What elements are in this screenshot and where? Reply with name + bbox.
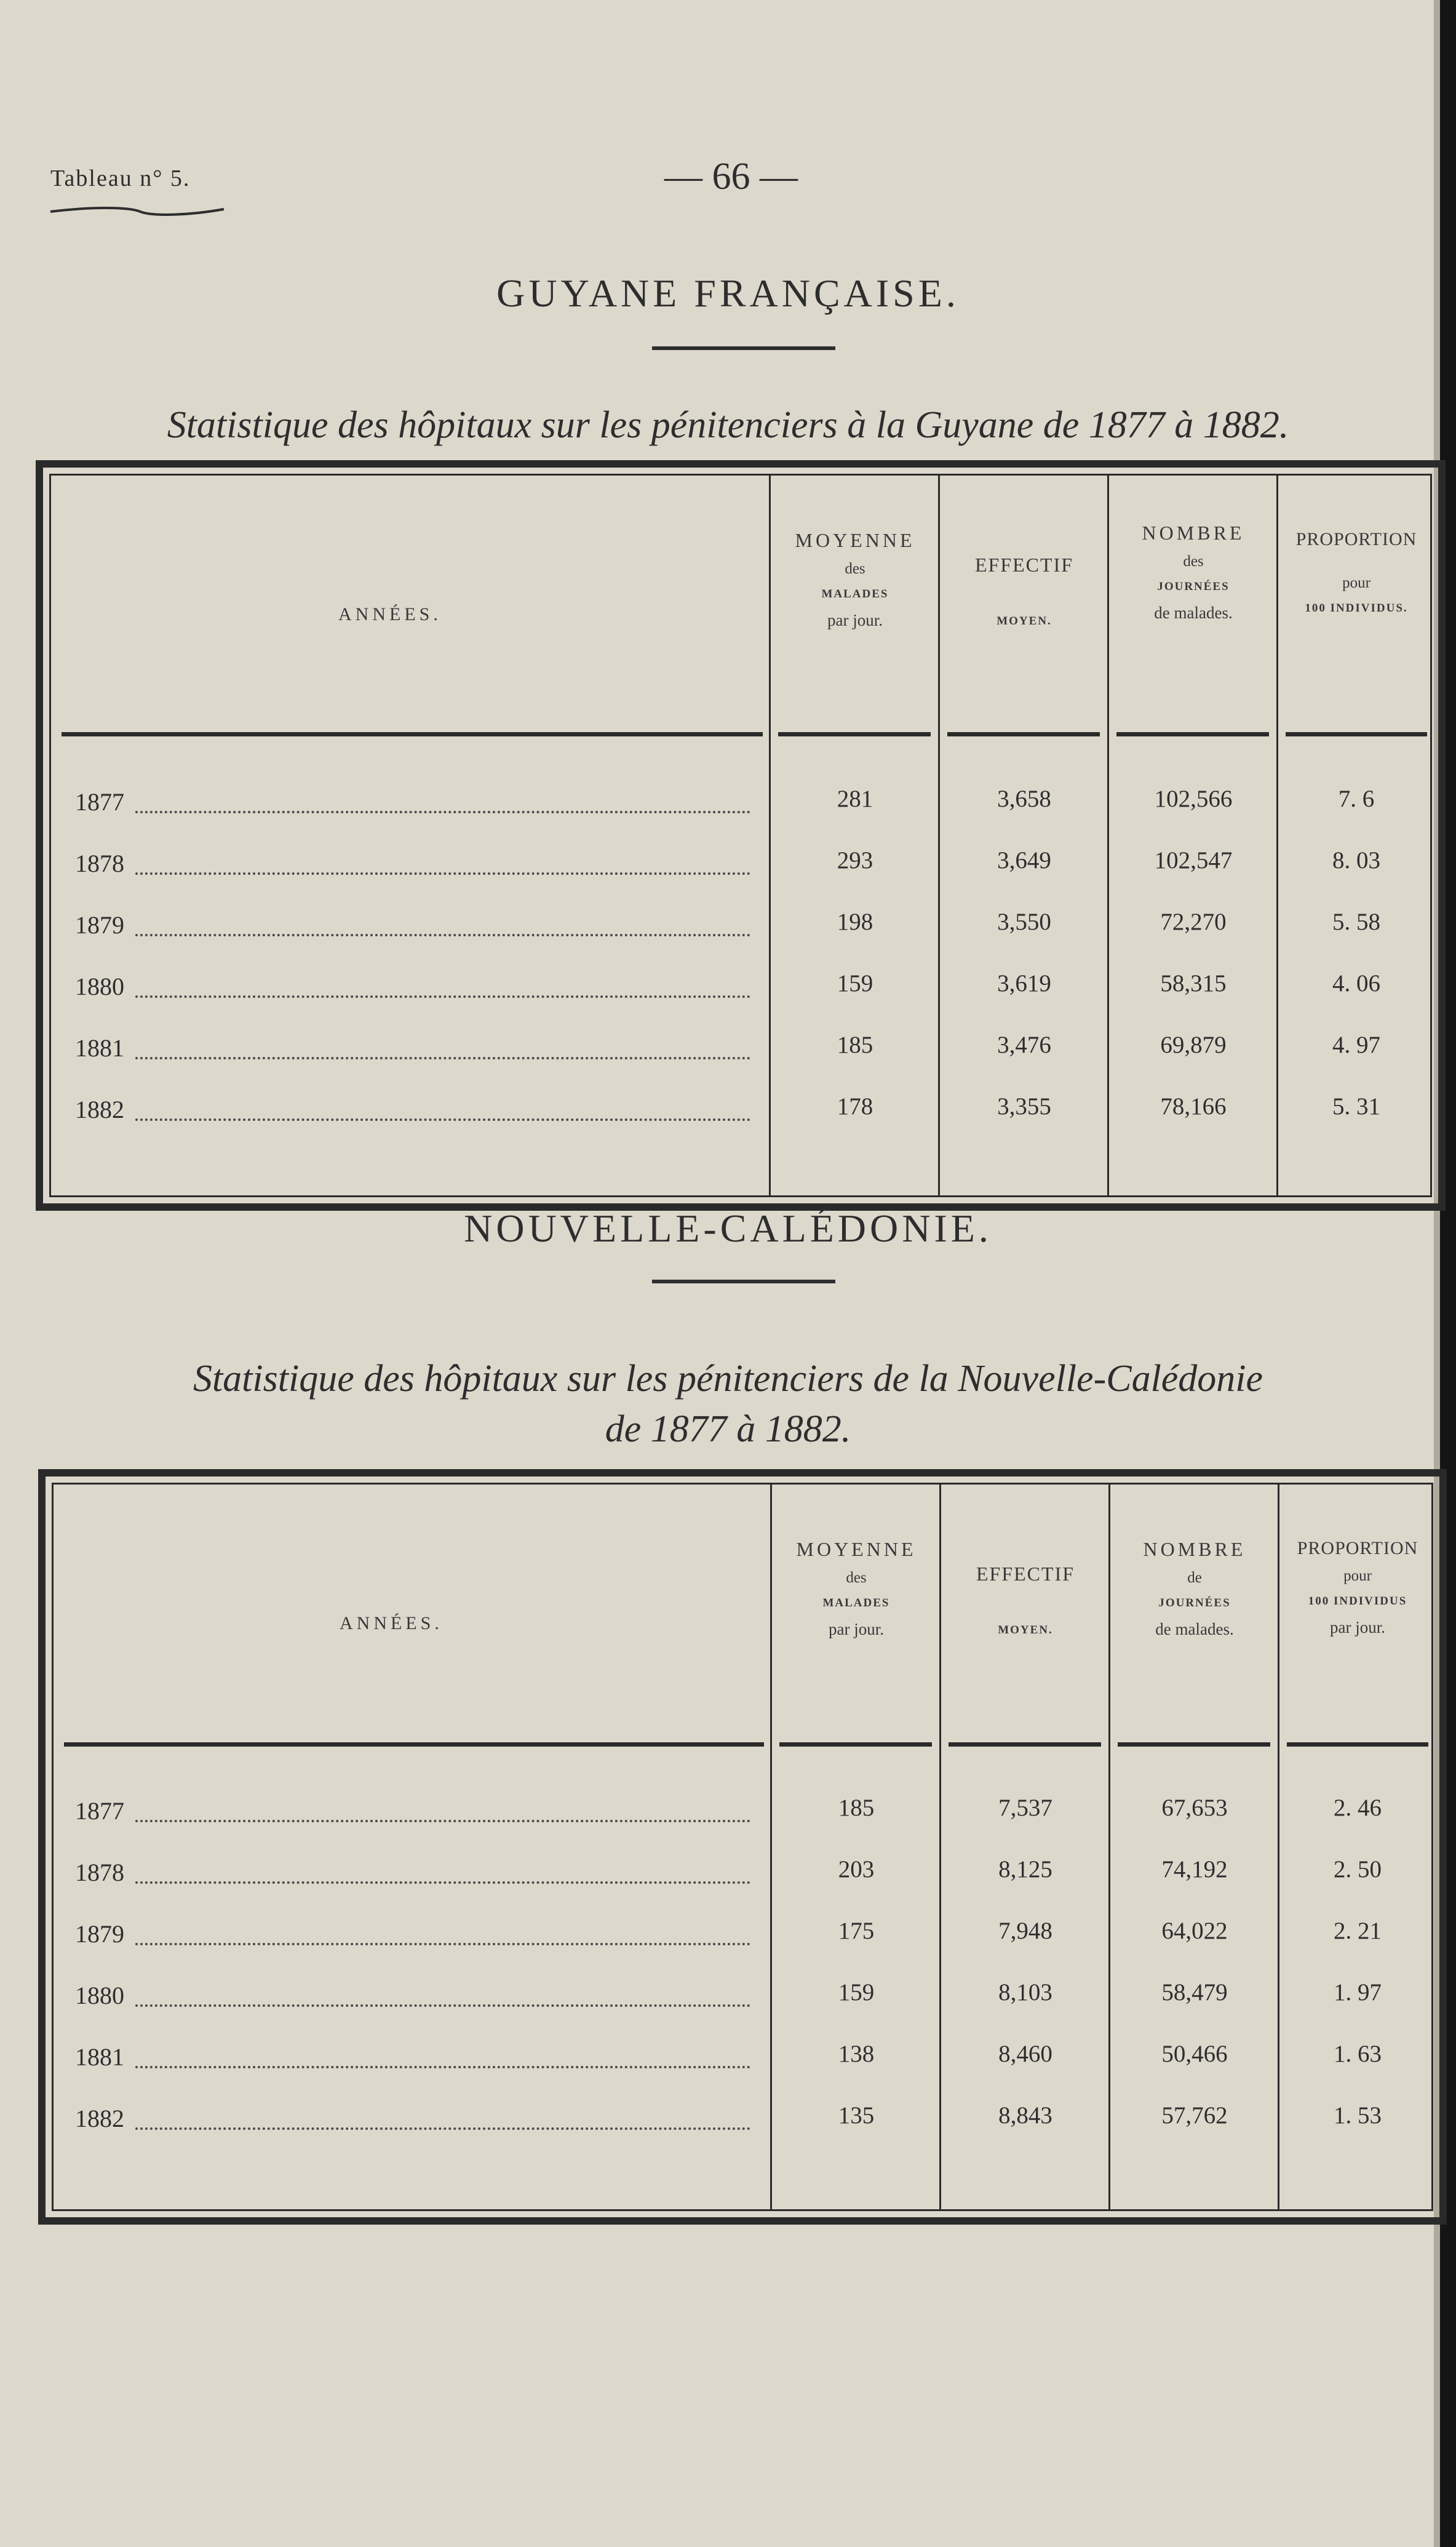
subtitle-line: de 1877 à 1882. bbox=[605, 1408, 851, 1450]
header-text: EFFECTIF bbox=[974, 554, 1074, 576]
header-text: MALADES bbox=[822, 1596, 890, 1609]
cell-effectif: 3,550 bbox=[997, 909, 1051, 935]
cell-effectif: 7,948 bbox=[998, 1918, 1052, 1944]
cell-effectif: 3,658 bbox=[997, 786, 1051, 812]
header-text: des bbox=[1183, 553, 1204, 570]
dot-leader bbox=[135, 2127, 750, 2130]
header-text: MOYENNE bbox=[796, 1538, 917, 1560]
year-label: 1878 bbox=[75, 1859, 124, 1886]
header-annees: ANNÉES. bbox=[340, 1613, 443, 1633]
year-label: 1879 bbox=[75, 1920, 124, 1948]
header-text: 100 INDIVIDUS. bbox=[1305, 602, 1408, 615]
cell-moyenne: 281 bbox=[837, 786, 873, 812]
cell-proportion: 2. 46 bbox=[1334, 1795, 1382, 1821]
cell-proportion: 4. 06 bbox=[1332, 970, 1380, 997]
dot-leader bbox=[135, 1820, 750, 1822]
header-moyenne bbox=[772, 529, 938, 630]
header-effectif bbox=[942, 1563, 1108, 1637]
cell-proportion: 1. 97 bbox=[1334, 1979, 1382, 2006]
cell-moyenne: 198 bbox=[837, 909, 873, 935]
cell-journees: 78,166 bbox=[1160, 1093, 1227, 1120]
cell-journees: 64,022 bbox=[1161, 1918, 1228, 1944]
header-text: PROPORTION bbox=[1295, 529, 1417, 549]
subtitle-line: Statistique des hôpitaux sur les pénitenciers à la Guyane de 1877 à 1882. bbox=[167, 404, 1289, 446]
year-label: 1882 bbox=[75, 1096, 124, 1123]
header-text: MOYENNE bbox=[795, 529, 915, 551]
year-label: 1881 bbox=[75, 1034, 124, 1062]
dot-leader bbox=[135, 2066, 750, 2068]
dot-leader bbox=[135, 1118, 750, 1121]
header-nombre bbox=[1112, 1538, 1278, 1639]
cell-moyenne: 293 bbox=[837, 847, 873, 874]
header-rule bbox=[947, 732, 1100, 736]
cell-effectif: 8,125 bbox=[998, 1856, 1052, 1883]
cell-journees: 67,653 bbox=[1161, 1795, 1228, 1821]
year-label: 1880 bbox=[75, 973, 124, 1000]
cell-effectif: 8,103 bbox=[998, 1979, 1052, 2006]
column-divider bbox=[939, 1483, 941, 2211]
header-rule bbox=[1116, 732, 1269, 736]
column-divider bbox=[1108, 1483, 1110, 2211]
cell-moyenne: 159 bbox=[837, 970, 873, 997]
cell-journees: 72,270 bbox=[1160, 909, 1227, 935]
cell-moyenne: 135 bbox=[838, 2102, 875, 2129]
header-rule bbox=[778, 732, 931, 736]
header-text: par jour. bbox=[829, 1620, 884, 1638]
table-guyane bbox=[36, 460, 1446, 1211]
column-divider bbox=[770, 1483, 772, 2211]
header-nombre bbox=[1110, 522, 1276, 623]
cell-journees: 69,879 bbox=[1160, 1032, 1227, 1058]
cell-moyenne: 203 bbox=[838, 1856, 875, 1883]
cell-effectif: 8,460 bbox=[998, 2041, 1052, 2067]
subtitle-line: Statistique des hôpitaux sur les pénitenciers de la Nouvelle-Calédonie bbox=[193, 1358, 1263, 1400]
cell-proportion: 8. 03 bbox=[1332, 847, 1380, 874]
header-text: de bbox=[1187, 1569, 1202, 1586]
header-rule bbox=[1118, 1742, 1270, 1747]
cell-journees: 102,547 bbox=[1154, 847, 1233, 874]
cell-moyenne: 178 bbox=[837, 1093, 873, 1120]
header-rule bbox=[1286, 732, 1427, 736]
section-title-nouvelle-caledonie: NOUVELLE-CALÉDONIE. bbox=[464, 1206, 992, 1250]
header-proportion bbox=[1279, 529, 1433, 615]
tableau-underline-swash bbox=[48, 204, 226, 218]
column-divider bbox=[1278, 1483, 1279, 2211]
cell-journees: 74,192 bbox=[1161, 1856, 1228, 1883]
header-text: NOMBRE bbox=[1142, 522, 1245, 544]
dot-leader bbox=[135, 811, 750, 813]
cell-proportion: 1. 53 bbox=[1334, 2102, 1382, 2129]
header-rule bbox=[64, 1742, 764, 1747]
header-text: de malades. bbox=[1154, 604, 1233, 622]
cell-proportion: 5. 31 bbox=[1332, 1093, 1380, 1120]
year-label: 1881 bbox=[75, 2043, 124, 2071]
cell-effectif: 8,843 bbox=[998, 2102, 1052, 2129]
year-label: 1878 bbox=[75, 850, 124, 877]
dot-leader bbox=[135, 2004, 750, 2007]
column-divider bbox=[938, 474, 940, 1197]
header-text: MOYEN. bbox=[997, 615, 1052, 628]
header-text: des bbox=[845, 560, 865, 577]
header-text: des bbox=[846, 1569, 867, 1586]
column-divider bbox=[769, 474, 771, 1197]
cell-effectif: 3,355 bbox=[997, 1093, 1051, 1120]
cell-journees: 58,315 bbox=[1160, 970, 1227, 997]
header-text: JOURNÉES bbox=[1157, 580, 1230, 593]
cell-journees: 50,466 bbox=[1161, 2041, 1228, 2067]
cell-moyenne: 175 bbox=[838, 1918, 875, 1944]
dot-leader bbox=[135, 872, 750, 875]
cell-moyenne: 138 bbox=[838, 2041, 875, 2067]
year-label: 1879 bbox=[75, 911, 124, 939]
cell-proportion: 7. 6 bbox=[1338, 786, 1375, 812]
cell-proportion: 2. 50 bbox=[1334, 1856, 1382, 1883]
header-rule bbox=[949, 1742, 1101, 1747]
header-text: EFFECTIF bbox=[976, 1563, 1075, 1585]
header-effectif bbox=[941, 554, 1107, 628]
cell-journees: 57,762 bbox=[1161, 2102, 1228, 2129]
header-rule bbox=[1287, 1742, 1428, 1747]
tableau-reference: Tableau n° 5. bbox=[50, 165, 191, 191]
header-text: NOMBRE bbox=[1143, 1538, 1246, 1560]
page-number: — 66 — bbox=[664, 156, 798, 197]
title-rule bbox=[652, 346, 835, 350]
dot-leader bbox=[135, 934, 750, 936]
year-label: 1882 bbox=[75, 2105, 124, 2132]
year-label: 1880 bbox=[75, 1982, 124, 2009]
column-divider bbox=[1107, 474, 1109, 1197]
header-annees: ANNÉES. bbox=[338, 604, 442, 624]
cell-effectif: 3,619 bbox=[997, 970, 1051, 997]
header-rule bbox=[779, 1742, 932, 1747]
cell-journees: 58,479 bbox=[1161, 1979, 1228, 2006]
cell-effectif: 3,476 bbox=[997, 1032, 1051, 1058]
subtitle-guyane bbox=[0, 400, 1456, 450]
year-label: 1877 bbox=[75, 1797, 124, 1825]
dot-leader bbox=[135, 1881, 750, 1884]
header-text: pour bbox=[1343, 1568, 1372, 1584]
cell-journees: 102,566 bbox=[1154, 786, 1233, 812]
year-label: 1877 bbox=[75, 788, 124, 816]
header-text: pour bbox=[1342, 575, 1370, 591]
header-text: MALADES bbox=[821, 588, 889, 600]
cell-proportion: 2. 21 bbox=[1334, 1918, 1382, 1944]
header-text: de malades. bbox=[1155, 1620, 1234, 1638]
subtitle-nouvelle-caledonie bbox=[0, 1353, 1456, 1454]
dot-leader bbox=[135, 1943, 750, 1945]
cell-moyenne: 159 bbox=[838, 1979, 875, 2006]
header-text: JOURNÉES bbox=[1158, 1596, 1231, 1609]
header-text: par jour. bbox=[1330, 1618, 1385, 1636]
column-divider bbox=[1276, 474, 1278, 1197]
cell-moyenne: 185 bbox=[837, 1032, 873, 1058]
header-text: par jour. bbox=[827, 611, 883, 629]
cell-effectif: 7,537 bbox=[998, 1795, 1052, 1821]
cell-effectif: 3,649 bbox=[997, 847, 1051, 874]
cell-proportion: 1. 63 bbox=[1334, 2041, 1382, 2067]
header-proportion bbox=[1281, 1538, 1434, 1637]
cell-moyenne: 185 bbox=[838, 1795, 875, 1821]
title-rule bbox=[652, 1280, 835, 1283]
table-nouvelle-caledonie bbox=[38, 1469, 1447, 2225]
section-title-guyane: GUYANE FRANÇAISE. bbox=[496, 271, 960, 315]
dot-leader bbox=[135, 995, 750, 998]
header-text: MOYEN. bbox=[998, 1624, 1053, 1636]
cell-proportion: 5. 58 bbox=[1332, 909, 1380, 935]
dot-leader bbox=[135, 1057, 750, 1059]
header-text: PROPORTION bbox=[1297, 1538, 1418, 1558]
header-moyenne bbox=[773, 1538, 939, 1639]
cell-proportion: 4. 97 bbox=[1332, 1032, 1380, 1058]
header-rule bbox=[62, 732, 763, 736]
header-text: 100 INDIVIDUS bbox=[1308, 1595, 1407, 1608]
